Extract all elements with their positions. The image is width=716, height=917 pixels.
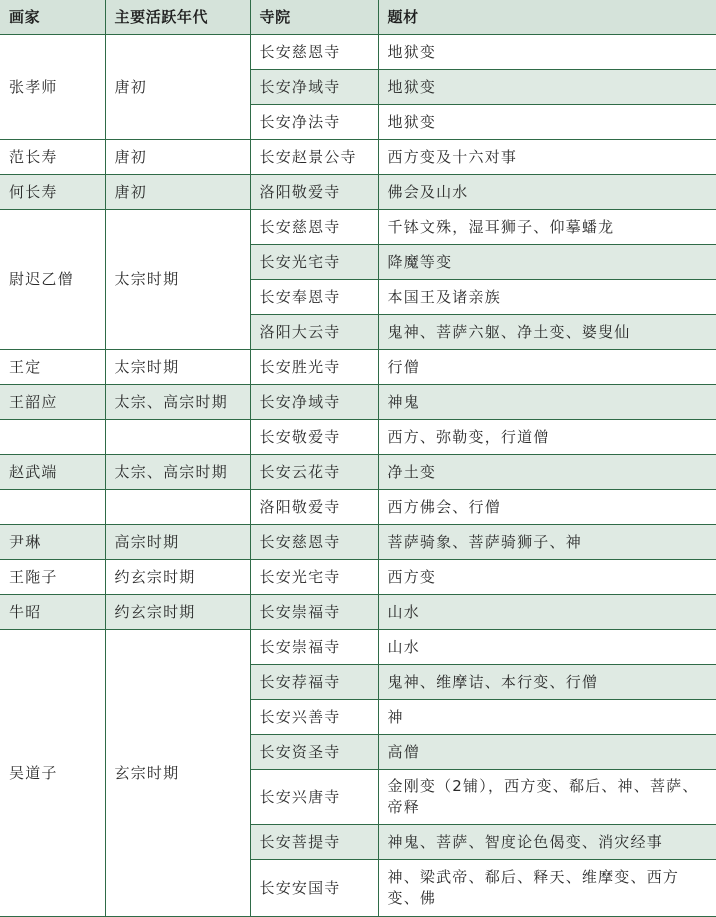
subject-cell: 降魔等变 xyxy=(378,245,716,280)
subject-cell: 神鬼 xyxy=(378,385,716,420)
painter-cell: 牛昭 xyxy=(0,595,105,630)
table-row xyxy=(0,35,716,70)
painter-cell: 王韶应 xyxy=(0,385,105,420)
table-row xyxy=(0,630,716,665)
temple-cell: 长安敬爱寺 xyxy=(250,420,378,455)
subject-cell: 神鬼、菩萨、智度论色偈变、消灾经事 xyxy=(378,825,716,860)
temple-cell: 长安菩提寺 xyxy=(250,825,378,860)
header-row xyxy=(0,0,716,35)
temple-cell: 洛阳敬爱寺 xyxy=(250,490,378,525)
header-subject: 题材 xyxy=(378,0,716,35)
subject-cell: 鬼神、维摩诘、本行变、行僧 xyxy=(378,665,716,700)
painter-cell xyxy=(0,420,105,455)
temple-cell: 长安光宅寺 xyxy=(250,560,378,595)
era-cell: 高宗时期 xyxy=(105,525,250,560)
painter-cell: 王定 xyxy=(0,350,105,385)
header-temple: 寺院 xyxy=(250,0,378,35)
painter-cell: 吴道子 xyxy=(0,630,105,917)
painter-cell xyxy=(0,490,105,525)
table-row xyxy=(0,490,716,525)
table-row xyxy=(0,595,716,630)
subject-cell: 地狱变 xyxy=(378,105,716,140)
painter-cell: 何长寿 xyxy=(0,175,105,210)
subject-cell: 鬼神、菩萨六躯、净土变、婆叟仙 xyxy=(378,315,716,350)
temple-cell: 洛阳敬爱寺 xyxy=(250,175,378,210)
era-cell: 玄宗时期 xyxy=(105,630,250,917)
painter-cell: 尹琳 xyxy=(0,525,105,560)
subject-cell: 净土变 xyxy=(378,455,716,490)
era-cell: 太宗、高宗时期 xyxy=(105,455,250,490)
temple-cell: 长安崇福寺 xyxy=(250,630,378,665)
era-cell: 约玄宗时期 xyxy=(105,560,250,595)
era-cell: 约玄宗时期 xyxy=(105,595,250,630)
temple-cell: 长安慈恩寺 xyxy=(250,210,378,245)
temple-cell: 长安兴唐寺 xyxy=(250,770,378,825)
temple-cell: 长安崇福寺 xyxy=(250,595,378,630)
era-cell xyxy=(105,490,250,525)
table-row xyxy=(0,385,716,420)
subject-cell: 菩萨骑象、菩萨骑狮子、神 xyxy=(378,525,716,560)
subject-cell: 西方佛会、行僧 xyxy=(378,490,716,525)
era-cell: 太宗时期 xyxy=(105,210,250,350)
temple-cell: 长安兴善寺 xyxy=(250,700,378,735)
era-cell: 唐初 xyxy=(105,140,250,175)
table-row xyxy=(0,140,716,175)
era-cell: 唐初 xyxy=(105,35,250,140)
era-cell: 太宗、高宗时期 xyxy=(105,385,250,420)
subject-cell: 西方、弥勒变，行道僧 xyxy=(378,420,716,455)
temple-cell: 长安净域寺 xyxy=(250,70,378,105)
era-cell xyxy=(105,420,250,455)
table-row xyxy=(0,525,716,560)
table-row xyxy=(0,560,716,595)
temple-cell: 长安奉恩寺 xyxy=(250,280,378,315)
temple-cell: 长安净法寺 xyxy=(250,105,378,140)
subject-cell: 佛会及山水 xyxy=(378,175,716,210)
header-era: 主要活跃年代 xyxy=(105,0,250,35)
temple-cell: 洛阳大云寺 xyxy=(250,315,378,350)
subject-cell: 地狱变 xyxy=(378,35,716,70)
temple-cell: 长安慈恩寺 xyxy=(250,525,378,560)
temple-cell: 长安胜光寺 xyxy=(250,350,378,385)
table-row xyxy=(0,350,716,385)
temple-cell: 长安安国寺 xyxy=(250,860,378,917)
era-cell: 太宗时期 xyxy=(105,350,250,385)
temple-cell: 长安光宅寺 xyxy=(250,245,378,280)
painter-cell: 王陁子 xyxy=(0,560,105,595)
painter-cell: 尉迟乙僧 xyxy=(0,210,105,350)
table-row xyxy=(0,455,716,490)
temple-cell: 长安慈恩寺 xyxy=(250,35,378,70)
subject-cell: 行僧 xyxy=(378,350,716,385)
subject-cell: 神、梁武帝、郗后、释天、维摩变、西方变、佛 xyxy=(378,860,716,917)
painter-cell: 赵武端 xyxy=(0,455,105,490)
subject-cell: 山水 xyxy=(378,595,716,630)
temple-cell: 长安荐福寺 xyxy=(250,665,378,700)
painter-cell: 范长寿 xyxy=(0,140,105,175)
temple-cell: 长安赵景公寺 xyxy=(250,140,378,175)
table-row xyxy=(0,420,716,455)
subject-cell: 高僧 xyxy=(378,735,716,770)
subject-cell: 西方变 xyxy=(378,560,716,595)
subject-cell: 本国王及诸亲族 xyxy=(378,280,716,315)
temple-cell: 长安资圣寺 xyxy=(250,735,378,770)
subject-cell: 西方变及十六对事 xyxy=(378,140,716,175)
temple-cell: 长安云花寺 xyxy=(250,455,378,490)
subject-cell: 山水 xyxy=(378,630,716,665)
painter-cell: 张孝师 xyxy=(0,35,105,140)
temple-cell: 长安净域寺 xyxy=(250,385,378,420)
era-cell: 唐初 xyxy=(105,175,250,210)
subject-cell: 地狱变 xyxy=(378,70,716,105)
header-painter: 画家 xyxy=(0,0,105,35)
table-row xyxy=(0,175,716,210)
subject-cell: 千钵文殊，湿耳狮子、仰摹蟠龙 xyxy=(378,210,716,245)
subject-cell: 金刚变（2铺），西方变、郗后、神、菩萨、帝释 xyxy=(378,770,716,825)
table-row xyxy=(0,210,716,245)
subject-cell: 神 xyxy=(378,700,716,735)
